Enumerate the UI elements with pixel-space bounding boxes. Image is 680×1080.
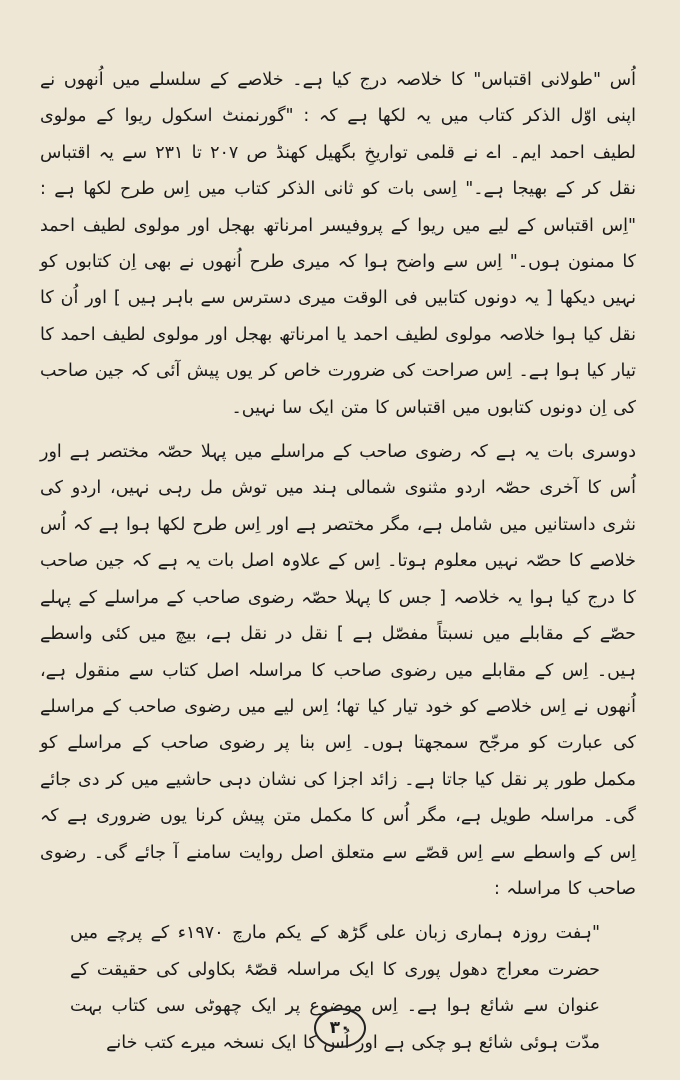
block-quote: "ہفت روزہ ہماری زبان علی گڑھ کے یکم مارچ ۱۹۷۰ء کے پرچے میں حضرت معراج دھول پوری کا ایک مراسلہ قصّۂ بکاولی کی حقیقت کے عنوان سے شائع ہوا ہے۔ اِس موضوع پر ایک چھوٹی سی کتاب بہت مدّت ہوئی شائع ہو چکی ہے اور اُس کا ایک نسخہ میرے کتب خانے — [70, 923, 600, 1053]
paragraph-1: اُس "طولانی اقتباس" کا خلاصہ درج کیا ہے۔ خلاصے کے سلسلے میں اُنھوں نے اپنی اوّل الذکر کتاب میں یہ لکھا ہے کہ : "گورنمنٹ اسکول ریوا کے مولوی لطیف احمد ایم۔ اے نے قلمی تواریخِ بگھیل کھنڈ ص ۲۰۷ تا ۲۳۱ سے یہ اقتباس نقل کر کے بھیجا ہے۔" اِسی بات کو ثانی الذکر کتاب میں اِس طرح لکھا ہے : "اِس اقتباس کے لیے میں ریوا کے پروفیسر امرناتھ بھجل اور مولوی لطیف احمد کا ممنون ہوں۔" اِس سے واضح ہوا کہ میری طرح اُنھوں نے بھی اِن کتابوں کو نہیں دیکھا [ یہ دونوں کتابیں فی الوقت میری دسترس سے باہر ہیں ] اور اُن کا نقل کیا ہوا خلاصہ مولوی لطیف احمد یا امرناتھ بھجل اور مولوی لطیف احمد کا تیار کیا ہوا ہے۔ اِس صراحت کی ضرورت خاص کر یوں پیش آئی کہ جین صاحب کی اِن دونوں کتابوں میں اقتباس کا متن ایک سا نہیں۔ — [40, 70, 636, 418]
body-text — [40, 62, 636, 1061]
page-number: ۳۰ — [314, 1008, 366, 1048]
paragraph-2: دوسری بات یہ ہے کہ رضوی صاحب کے مراسلے میں پہلا حصّہ مختصر ہے اور اُس کا آخری حصّہ اردو مثنوی شمالی ہند میں توش مل رہی نہیں، اردو کی نثری داستانیں میں شامل ہے، مگر مختصر ہے اور اِس طرح لکھا ہوا ہے کہ اُس خلاصے کا حصّہ نہیں معلوم ہوتا۔ اِس کے علاوہ اصل بات یہ ہے کہ جین صاحب کا درج کیا ہوا یہ خلاصہ [ جس کا پہلا حصّہ رضوی صاحب کے مراسلے کے پہلے حصّے کے مقابلے میں نسبتاً مفصّل ہے ] نقل در نقل ہے، بیچ میں کئی واسطے ہیں۔ اِس کے مقابلے میں رضوی صاحب کا مراسلہ اصل کتاب سے منقول ہے، اُنھوں نے اِس خلاصے کو خود تیار کیا تھا؛ اِس لیے میں رضوی صاحب کے مراسلے کی عبارت کو مرجّح سمجھتا ہوں۔ اِس بنا پر رضوی صاحب کے مراسلے کو مکمل طور پر نقل کیا جاتا ہے۔ زائد اجزا کی نشان دہی حاشیے میں کر دی جائے گی۔ مراسلہ طویل ہے، مگر اُس کا مکمل متن پیش کرنا یوں ضروری ہے کہ اِس کے واسطے سے اِس قصّے سے متعلق اصل روایت سامنے آ جائے گی۔ رضوی صاحب کا مراسلہ : — [40, 442, 636, 899]
